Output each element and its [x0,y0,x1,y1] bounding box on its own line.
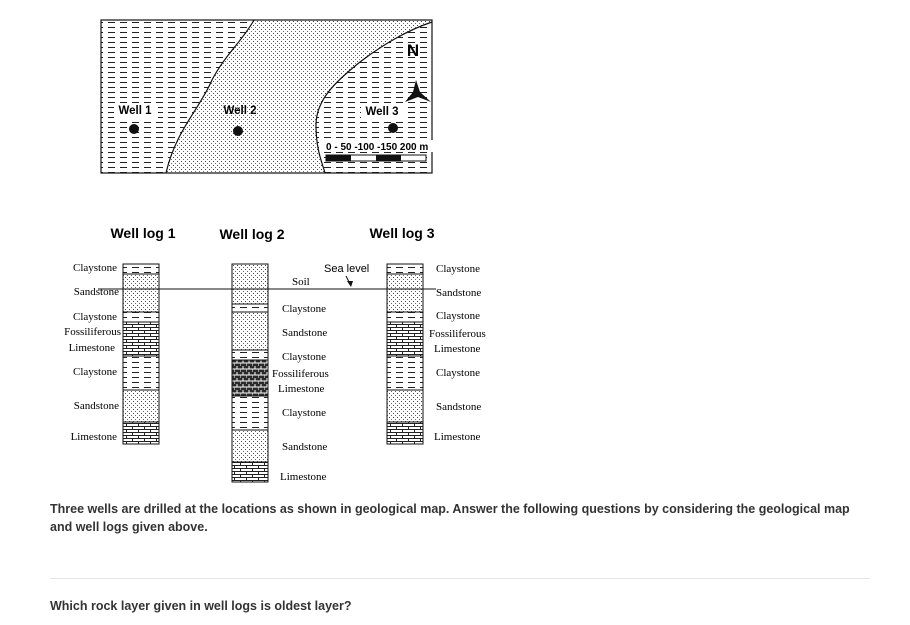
well3-layer-3: Claystone [436,310,480,322]
scale-bar-label: 0 - 50 -100 -150 200 m [326,142,429,153]
well-logs [64,225,486,483]
well-2-marker [233,126,243,136]
divider [50,578,870,579]
well1-layer-3: Claystone [73,311,117,323]
well-log-3-column [387,264,423,444]
well-1-label: Well 1 [118,105,152,117]
well2-layer-5: Claystone [282,407,326,419]
well-2-label: Well 2 [223,105,257,117]
well-3-marker [388,123,398,133]
geological-map [101,20,434,173]
well3-layer-2: Sandstone [436,287,482,299]
well1-layer-4: Fossiliferous [64,326,121,338]
well1-layer-6: Sandstone [73,400,119,412]
question-intro: Three wells are drilled at the locations as shown in geological map. Answer the following questions by considering the geological map and well logs given above. [50,502,850,534]
well-log-2-column [232,264,268,482]
well2-layer-3: Claystone [282,351,326,363]
well3-layer-6: Sandstone [436,401,482,413]
well3-layer-7: Limestone [434,431,481,443]
north-label: N [406,41,420,60]
question-prompt: Which rock layer given in well logs is oldest layer? [50,599,352,613]
well-1-marker [129,124,139,134]
well2-layer-1: Claystone [282,303,326,315]
sea-level-arrow-icon [346,276,353,287]
well2-layer-7: Limestone [280,471,327,483]
well3-layer-4: Fossiliferous [429,328,486,340]
well3-layer-4b: Limestone [434,343,481,355]
well-3-label: Well 3 [365,106,399,118]
well3-layer-5: Claystone [436,367,480,379]
scale-bar [326,155,426,161]
well1-layer-2: Sandstone [73,286,119,298]
well1-layer-1: Claystone [73,262,117,274]
well2-layer-4: Fossiliferous [272,368,329,380]
well-log-1-column [123,264,159,444]
well-log-3-title: Well log 3 [369,225,435,241]
well1-layer-7: Limestone [70,431,117,443]
well3-layer-1: Claystone [436,263,480,275]
well-log-1-title: Well log 1 [110,225,176,241]
well1-layer-4b: Limestone [68,342,115,354]
sea-level-label: Sea level [324,263,370,275]
well2-layer-4b: Limestone [278,383,325,395]
well2-layer-soil: Soil [292,276,310,288]
well2-layer-2: Sandstone [282,327,328,339]
well1-layer-5: Claystone [73,366,117,378]
well2-layer-6: Sandstone [282,441,328,453]
well-log-2-title: Well log 2 [219,226,285,242]
